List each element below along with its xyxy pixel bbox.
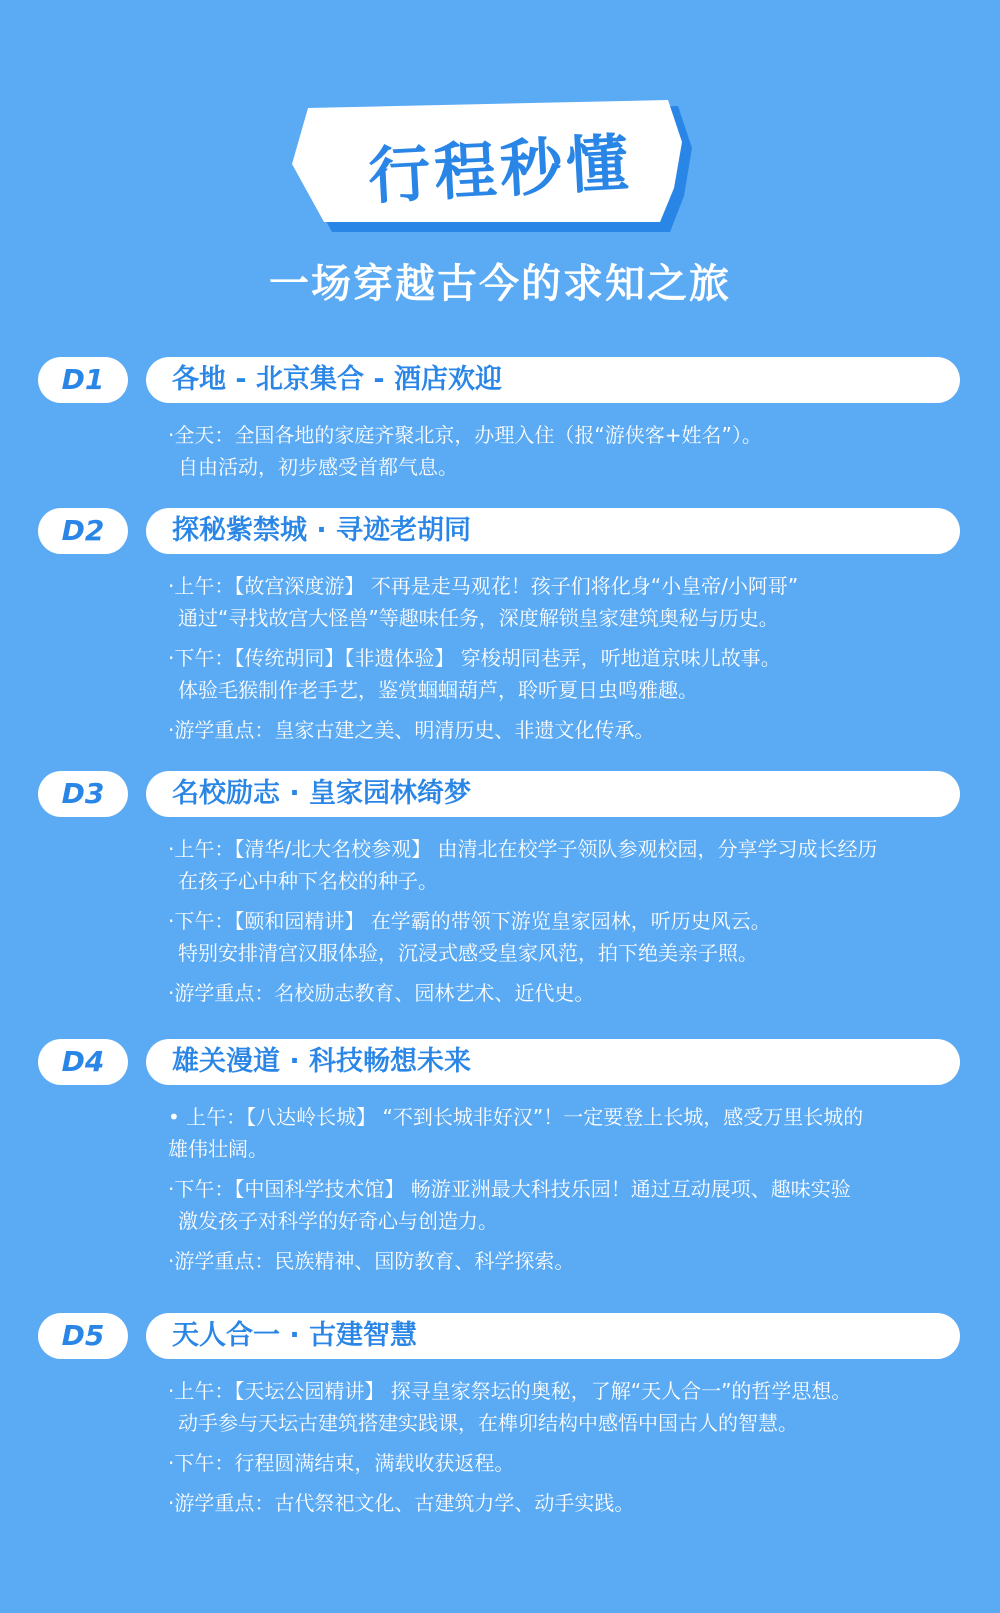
- list-item: [168, 642, 958, 706]
- list-item: [168, 1173, 958, 1237]
- list-item-text: ·游学重点：民族精神、国防教育、科学探索。: [168, 1249, 575, 1273]
- list-item-text: 通过“寻找故宫大怪兽”等趣味任务，深度解锁皇家建筑奥秘与历史。: [178, 606, 779, 630]
- list-item-text: 特别安排清宫汉服体验，沉浸式感受皇家风范，拍下绝美亲子照。: [178, 941, 758, 965]
- list-item-text: ·下午：【中国科学技术馆】 畅游亚洲最大科技乐园！通过互动展项、趣味实验: [168, 1177, 851, 1201]
- title-banner: [290, 100, 710, 240]
- list-item-text: 动手参与天坛古建筑搭建实践课，在榫卯结构中感悟中国古人的智慧。: [178, 1411, 798, 1435]
- day-title-bar: [146, 771, 960, 817]
- list-item-text: ·上午：【天坛公园精讲】 探寻皇家祭坛的奥秘，了解“天人合一”的哲学思想。: [168, 1379, 852, 1403]
- day-badge: D2: [38, 508, 128, 554]
- list-item: [168, 1245, 958, 1277]
- day-title: 雄关漫道 · 科技畅想未来: [172, 1046, 472, 1077]
- list-item-text: ·全天：全国各地的家庭齐聚北京，办理入住（报“游侠客+姓名”）。: [168, 423, 762, 447]
- list-item: [168, 977, 958, 1009]
- list-item-text: ·下午：【传统胡同】【非遗体验】 穿梭胡同巷弄，听地道京味儿故事。: [168, 646, 781, 670]
- day-details: [168, 1375, 958, 1527]
- day-title: 天人合一 · 古建智慧: [172, 1320, 418, 1351]
- day-badge: D3: [38, 771, 128, 817]
- list-item-text: ·上午：【清华/北大名校参观】 由清北在校学子领队参观校园，分享学习成长经历: [168, 837, 878, 861]
- list-item: [168, 905, 958, 969]
- day-title: 各地 - 北京集合 - 酒店欢迎: [172, 364, 503, 395]
- day-badge: D4: [38, 1039, 128, 1085]
- day-badge: D1: [38, 357, 128, 403]
- list-item: [168, 1447, 958, 1479]
- day-details: [168, 419, 958, 491]
- list-item: [168, 1375, 958, 1439]
- list-item-text: 雄伟壮阔。: [168, 1137, 268, 1161]
- day-details: [168, 570, 958, 754]
- list-item-text: ·游学重点：古代祭祀文化、古建筑力学、动手实践。: [168, 1491, 635, 1515]
- list-item-text: ·下午：【颐和园精讲】 在学霸的带领下游览皇家园林，听历史风云。: [168, 909, 771, 933]
- day-title: 名校励志 · 皇家园林绮梦: [172, 778, 472, 809]
- list-item: [168, 419, 958, 483]
- list-item-text: ·游学重点：名校励志教育、园林艺术、近代史。: [168, 981, 595, 1005]
- list-item: [168, 1101, 958, 1165]
- list-item-text: 激发孩子对科学的好奇心与创造力。: [178, 1209, 498, 1233]
- day-title-bar: [146, 357, 960, 403]
- day-details: [168, 833, 958, 1017]
- list-item-text: ·下午：行程圆满结束，满载收获返程。: [168, 1451, 515, 1475]
- day-title-bar: [146, 508, 960, 554]
- day-title: 探秘紫禁城 · 寻迹老胡同: [172, 515, 472, 546]
- main-title: 行程秒懂: [366, 126, 634, 213]
- list-item: [168, 1487, 958, 1519]
- list-item-text: 在孩子心中种下名校的种子。: [178, 869, 438, 893]
- list-item: [168, 570, 958, 634]
- day-title-bar: [146, 1039, 960, 1085]
- subtitle: 一场穿越古今的求知之旅: [269, 261, 731, 307]
- list-item-text: 自由活动，初步感受首都气息。: [178, 455, 458, 479]
- list-item: [168, 714, 958, 746]
- list-item-text: 体验毛猴制作老手艺，鉴赏蝈蝈葫芦，聆听夏日虫鸣雅趣。: [178, 678, 698, 702]
- list-item-text: ·上午：【故宫深度游】 不再是走马观花！孩子们将化身“小皇帝/小阿哥”: [168, 574, 799, 598]
- list-item: [168, 833, 958, 897]
- list-item-text: • 上午：【八达岭长城】 “不到长城非好汉”！一定要登上长城，感受万里长城的: [168, 1105, 864, 1129]
- day-title-bar: [146, 1313, 960, 1359]
- list-item-text: ·游学重点：皇家古建之美、明清历史、非遗文化传承。: [168, 718, 655, 742]
- day-badge: D5: [38, 1313, 128, 1359]
- day-details: [168, 1101, 958, 1285]
